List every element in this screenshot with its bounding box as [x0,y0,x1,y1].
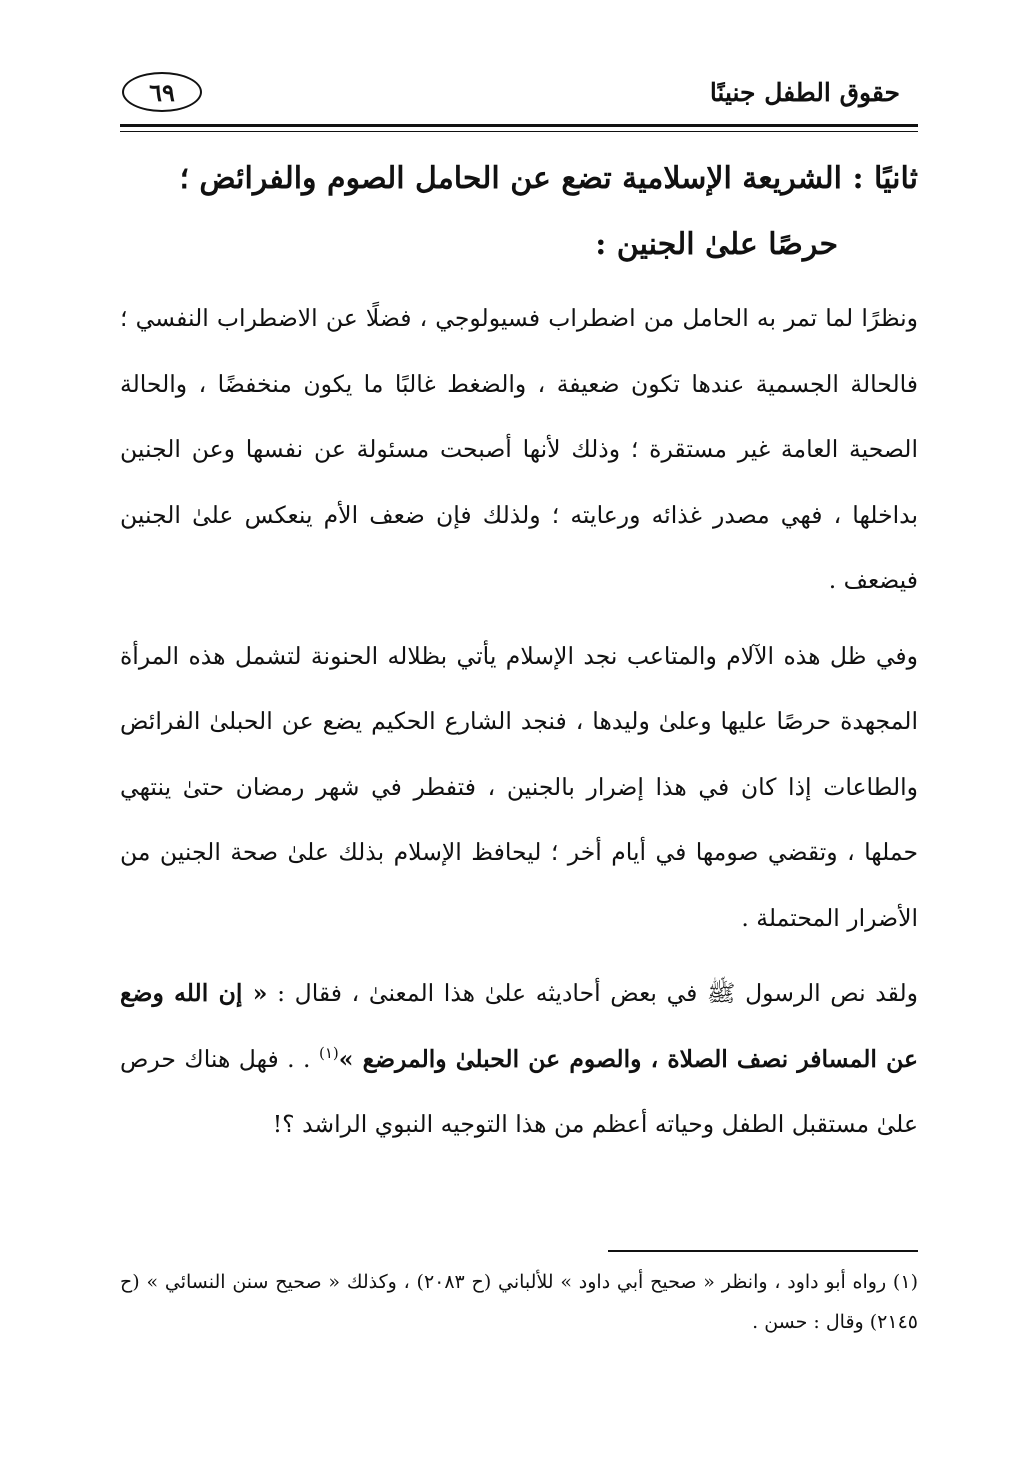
paragraph-3-rest: . . فهل هناك حرص علىٰ مستقبل الطفل وحياته أعظم من هذا التوجيه النبوي الراشد ؟! [120,1044,918,1138]
running-header [118,62,906,122]
footnote: (١) رواه أبو داود ، وانظر « صحيح أبي داود » للألباني (ح ٢٠٨٣) ، وكذلك « صحيح سنن النسائي » (ح ٢١٤٥) وقال : حسن . [120,1271,918,1333]
header-rule-thin [120,131,918,132]
hadith-quote: « إن الله وضع عن المسافر نصف الصلاة ، والصوم عن الحبلىٰ والمرضع » [120,979,918,1073]
page-number: ٦٩ [149,77,175,107]
section-heading-line1: ثانيًا : الشريعة الإسلامية تضع عن الحامل الصوم والفرائض ؛ [179,161,918,196]
page-number-badge [122,72,202,112]
paragraph-3 [120,961,918,1158]
footnote-separator [608,1250,918,1252]
footnote-reference[interactable]: (١) [318,1043,339,1062]
section-heading-line2: حرصًا علىٰ الجنين : [595,227,838,262]
paragraph-2: وفي ظل هذه الآلام والمتاعب نجد الإسلام يأتي بظلاله الحنونة لتشمل هذه المرأة المجهدة حرصًا عليها وعلىٰ وليدها ، فنجد الشارع الحكيم يضع عن الحبلىٰ الفرائض والطاعات إذا كان في هذا إضرار بالجنين ، فتفطر في شهر رمضان حتىٰ ينتهي حملها ، وتقضي صومها في أيام أخر ؛ ليحافظ الإسلام بذلك علىٰ صحة الجنين من الأضرار المحتملة . [120,641,918,932]
main-content [120,146,918,1168]
header-rule-thick [120,124,918,127]
paragraph-3-intro: ولقد نص الرسول ﷺ في بعض أحاديثه علىٰ هذا المعنىٰ ، فقال : [277,979,918,1007]
running-title: حقوق الطفل جنينًا [709,78,900,107]
paragraph-1: ونظرًا لما تمر به الحامل من اضطراب فسيولوجي ، فضلًا عن الاضطراب النفسي ؛ فالحالة الجسمية عندها تكون ضعيفة ، والضغط غالبًا ما يكون منخفضًا ، والحالة الصحية العامة غير مستقرة ؛ وذلك لأنها أصبحت مسئولة عن نفسها وعن الجنين بداخلها ، فهي مصدر غذائه ورعايته ؛ ولذلك فإن ضعف الأم ينعكس علىٰ الجنين فيضعف . [120,304,918,594]
section-heading [120,146,918,278]
